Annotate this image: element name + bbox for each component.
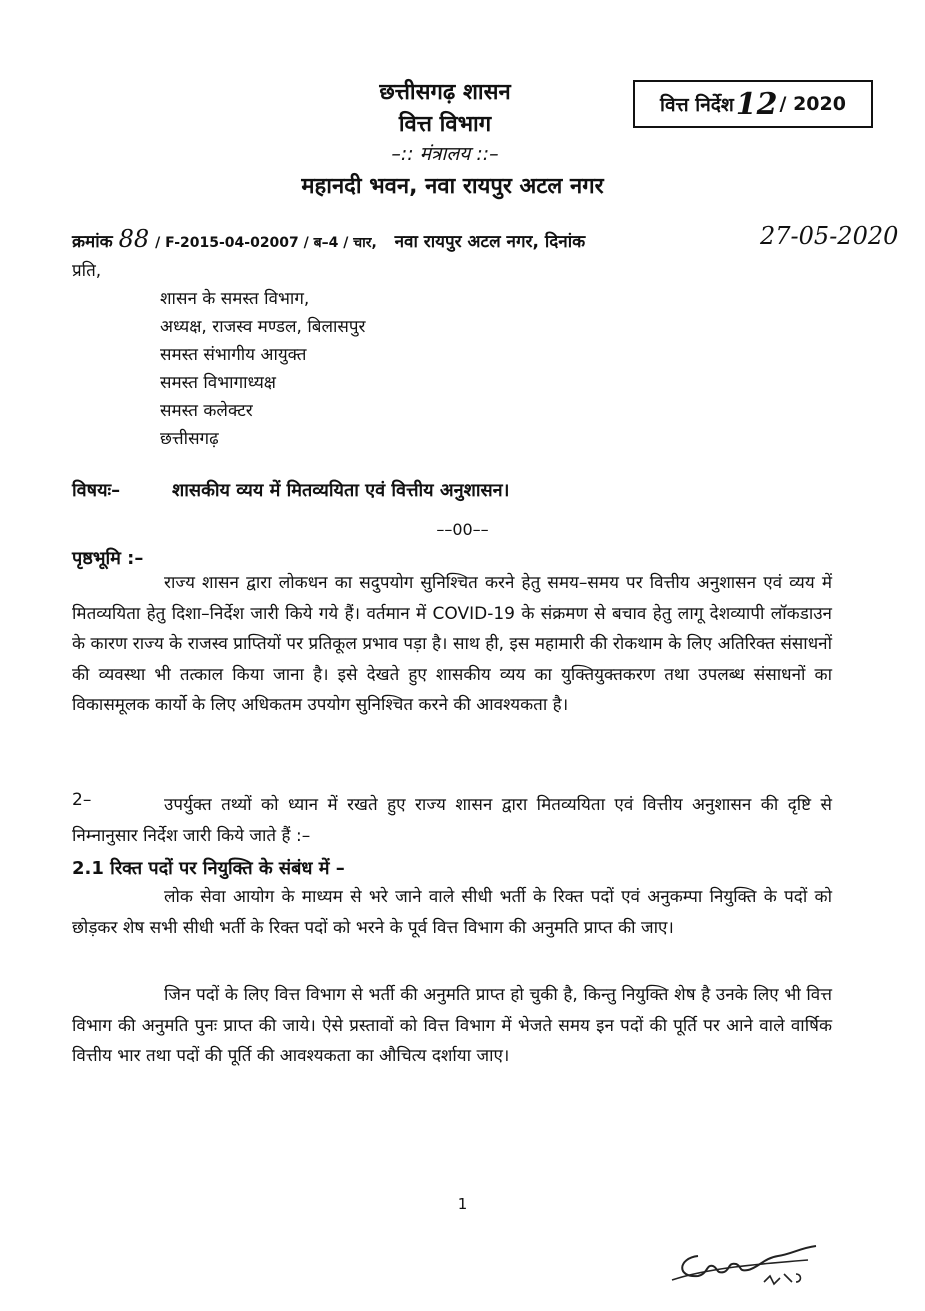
separator: ––00–– [436, 520, 489, 539]
recipient-line: समस्त संभागीय आयुक्त [160, 345, 307, 365]
reference-date-handwritten: 27-05-2020 [760, 222, 899, 250]
reference-file: / F-2015-04-02007 / ब–4 / चार, [155, 235, 377, 251]
reference-label: क्रमांक [72, 232, 113, 252]
directive-year: / 2020 [779, 93, 846, 115]
header-department: वित्त विभाग [398, 112, 492, 137]
background-paragraph: राज्य शासन द्वारा लोकधन का सदुपयोग सुनिश्चित करने हेतु समय–समय पर वित्तीय अनुशासन एवं व्यय में मितव्ययिता हेतु दिशा–निर्देश जारी किये गये हैं। वर्तमान में COVID-19 के संक्रमण से बचाव हेतु लागू देशव्यापी लॉकडाउन के कारण राज्य के राजस्व प्राप्तियों पर प्रतिकूल प्रभाव पड़ा है। साथ ही, इस महामारी की रोकथाम के लिए अतिरिक्त संसाधनों की व्यवस्था भी तत्काल किया जाना है। इसे देखते हुए शासकीय व्यय का युक्तियुक्तकरण तथा उपलब्ध संसाधनों का विकासमूलक कार्यो के लिए अधिकतम उपयोग सुनिश्चित करने की आवश्यकता है। [72, 573, 832, 715]
signature-scribble [668, 1238, 828, 1298]
directive-prefix: वित्त निर्देश [660, 94, 734, 116]
subject-text: शासकीय व्यय में मितव्ययिता एवं वित्तीय अनुशासन। [172, 480, 510, 501]
reference-line [72, 225, 585, 253]
directive-number-handwritten: 12 [735, 86, 778, 122]
recipients-to: प्रति, [72, 261, 102, 281]
reference-number-handwritten: 88 [118, 225, 150, 253]
directive-number-box [633, 80, 873, 128]
section-2-1-paragraph-1: लोक सेवा आयोग के माध्यम से भरे जाने वाले सीधी भर्ती के रिक्त पदों एवं अनुकम्पा नियुक्ति के पदों को छोड़कर शेष सभी सीधी भर्ती के रिक्त पदों को भरने के पूर्व वित्त विभाग की अनुमति प्राप्त की जाए। [72, 887, 832, 938]
recipient-line: शासन के समस्त विभाग, [160, 289, 310, 309]
subject-line [72, 478, 510, 502]
header-ministry: –:: मंत्रालय ::– [391, 143, 499, 165]
subject-label: विषयः– [72, 480, 121, 501]
header-address: महानदी भवन, नवा रायपुर अटल नगर [301, 174, 604, 199]
recipient-line: समस्त कलेक्टर [160, 401, 253, 421]
background-heading: पृष्ठभूमि :– [72, 548, 144, 569]
recipient-line: समस्त विभागाध्यक्ष [160, 373, 276, 393]
recipient-line: अध्यक्ष, राजस्व मण्डल, बिलासपुर [160, 317, 366, 337]
point2-paragraph: उपर्युक्त तथ्यों को ध्यान में रखते हुए राज्य शासन द्वारा मितव्ययिता एवं वित्तीय अनुशासन की दृष्टि से निम्नानुसार निर्देश जारी किये जाते हैं :– [72, 795, 832, 846]
recipient-line: छत्तीसगढ़ [160, 429, 219, 449]
section-2-1-paragraph-2: जिन पदों के लिए वित्त विभाग से भर्ती की अनुमति प्राप्त हो चुकी है, किन्तु नियुक्ति शेष है उनके लिए भी वित्त विभाग की अनुमति पुनः प्राप्त की जाये। ऐसे प्रस्तावों को वित्त विभाग में भेजते समय इन पदों की पूर्ति पर आने वाले वार्षिक वित्तीय भार तथा पदों की पूर्ति की आवश्यकता का औचित्य दर्शाया जाए। [72, 985, 832, 1066]
point2-number: 2– [72, 790, 92, 810]
section-2-1-heading: 2.1 रिक्त पदों पर नियुक्ति के संबंध में – [72, 858, 345, 879]
page-number: 1 [457, 1195, 468, 1213]
reference-place-date-label: नवा रायपुर अटल नगर, दिनांक [394, 232, 586, 252]
header-government: छत्तीसगढ़ शासन [379, 80, 511, 105]
